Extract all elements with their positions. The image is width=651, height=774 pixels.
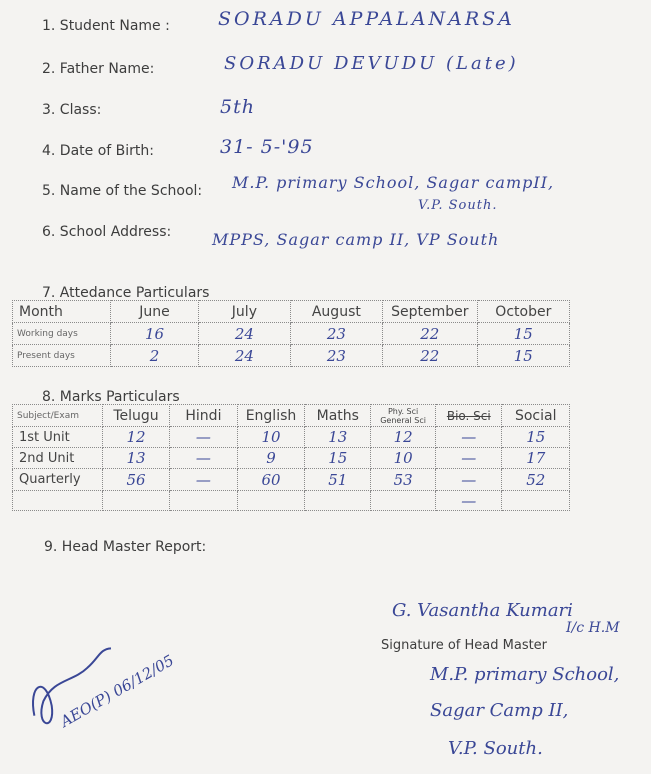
- attendance-cell: 15: [477, 323, 569, 345]
- marks-cell: 56: [102, 469, 170, 491]
- marks-cell: 52: [502, 469, 570, 491]
- marks-cell: —: [170, 448, 237, 469]
- marks-cell: 15: [305, 448, 371, 469]
- marks-cell: —: [170, 427, 237, 448]
- marks-header-social: Social: [502, 405, 570, 427]
- marks-title: 8. Marks Particulars: [42, 389, 180, 405]
- marks-row-label: Quarterly: [13, 469, 103, 491]
- aeo-stamp-text: AEO(P) 06/12/05: [57, 651, 178, 731]
- marks-cell: [371, 491, 436, 511]
- attendance-header-october: October: [477, 301, 569, 323]
- head-master-report-title: 9. Head Master Report:: [44, 539, 207, 555]
- school-address-label: 6. School Address:: [42, 224, 172, 240]
- student-name-label: 1. Student Name :: [42, 18, 170, 34]
- marks-header-maths: Maths: [305, 405, 371, 427]
- marks-row-label: [13, 491, 103, 511]
- aeo-signature-stamp: [0, 612, 180, 732]
- marks-cell: —: [436, 448, 502, 469]
- attendance-cell: 23: [290, 345, 382, 367]
- marks-cell: 17: [502, 448, 570, 469]
- signature-suffix: I/c H.M: [566, 620, 620, 636]
- marks-cell: 12: [371, 427, 436, 448]
- attendance-row-label: Present days: [13, 345, 111, 367]
- marks-cell: [237, 491, 305, 511]
- school-name-value: M.P. primary School, Sagar campII,: [232, 173, 555, 192]
- attendance-header-august: August: [290, 301, 382, 323]
- marks-cell: 13: [305, 427, 371, 448]
- marks-cell: [502, 491, 570, 511]
- marks-cell: —: [170, 469, 237, 491]
- school-stamp-line1: M.P. primary School,: [430, 664, 620, 685]
- marks-cell: 15: [502, 427, 570, 448]
- marks-header-physci: Phy. Sci General Sci: [371, 405, 436, 427]
- father-name-label: 2. Father Name:: [42, 61, 155, 77]
- marks-cell: 51: [305, 469, 371, 491]
- class-label: 3. Class:: [42, 102, 102, 118]
- marks-cell: —: [436, 491, 502, 511]
- attendance-header-month: Month: [13, 301, 111, 323]
- marks-cell: —: [436, 469, 502, 491]
- school-stamp-line3: V.P. South.: [448, 738, 543, 759]
- attendance-cell: 16: [111, 323, 199, 345]
- student-name-value: SORADU APPALANARSA: [218, 8, 515, 30]
- school-name-value-line2: V.P. South.: [418, 198, 498, 213]
- attendance-header-september: September: [382, 301, 477, 323]
- attendance-row-label: Working days: [13, 323, 111, 345]
- marks-cell: [305, 491, 371, 511]
- marks-cell: 60: [237, 469, 305, 491]
- attendance-cell: 15: [477, 345, 569, 367]
- attendance-header-june: June: [111, 301, 199, 323]
- marks-cell: 10: [371, 448, 436, 469]
- marks-cell: [170, 491, 237, 511]
- marks-row-label: 2nd Unit: [13, 448, 103, 469]
- attendance-table: [12, 300, 570, 367]
- marks-header-telugu: Telugu: [102, 405, 170, 427]
- marks-cell: [102, 491, 170, 511]
- marks-cell: 12: [102, 427, 170, 448]
- marks-header-hindi: Hindi: [170, 405, 237, 427]
- school-name-label: 5. Name of the School:: [42, 183, 203, 199]
- marks-table: [12, 404, 570, 511]
- class-value: 5th: [220, 96, 255, 118]
- attendance-cell: 22: [382, 323, 477, 345]
- signature-label: Signature of Head Master: [381, 638, 548, 653]
- marks-cell: 13: [102, 448, 170, 469]
- attendance-cell: 23: [290, 323, 382, 345]
- school-stamp-line2: Sagar Camp II,: [430, 700, 569, 721]
- school-address-value: MPPS, Sagar camp II, VP South: [212, 230, 500, 249]
- marks-header-english: English: [237, 405, 305, 427]
- attendance-header-july: July: [199, 301, 291, 323]
- father-name-value: SORADU DEVUDU (Late): [224, 53, 519, 74]
- attendance-cell: 24: [199, 323, 291, 345]
- attendance-cell: 2: [111, 345, 199, 367]
- marks-cell: 10: [237, 427, 305, 448]
- dob-label: 4. Date of Birth:: [42, 143, 154, 159]
- attendance-cell: 22: [382, 345, 477, 367]
- marks-header-biosci: Bio. Sci: [436, 405, 502, 427]
- marks-row-label: 1st Unit: [13, 427, 103, 448]
- marks-cell: 9: [237, 448, 305, 469]
- head-master-signature: G. Vasantha Kumari: [392, 600, 573, 621]
- attendance-title: 7. Attedance Particulars: [42, 285, 210, 301]
- attendance-cell: 24: [199, 345, 291, 367]
- dob-value: 31- 5-'95: [220, 136, 314, 158]
- marks-header-subject: Subject/Exam: [13, 405, 103, 427]
- marks-cell: —: [436, 427, 502, 448]
- marks-cell: 53: [371, 469, 436, 491]
